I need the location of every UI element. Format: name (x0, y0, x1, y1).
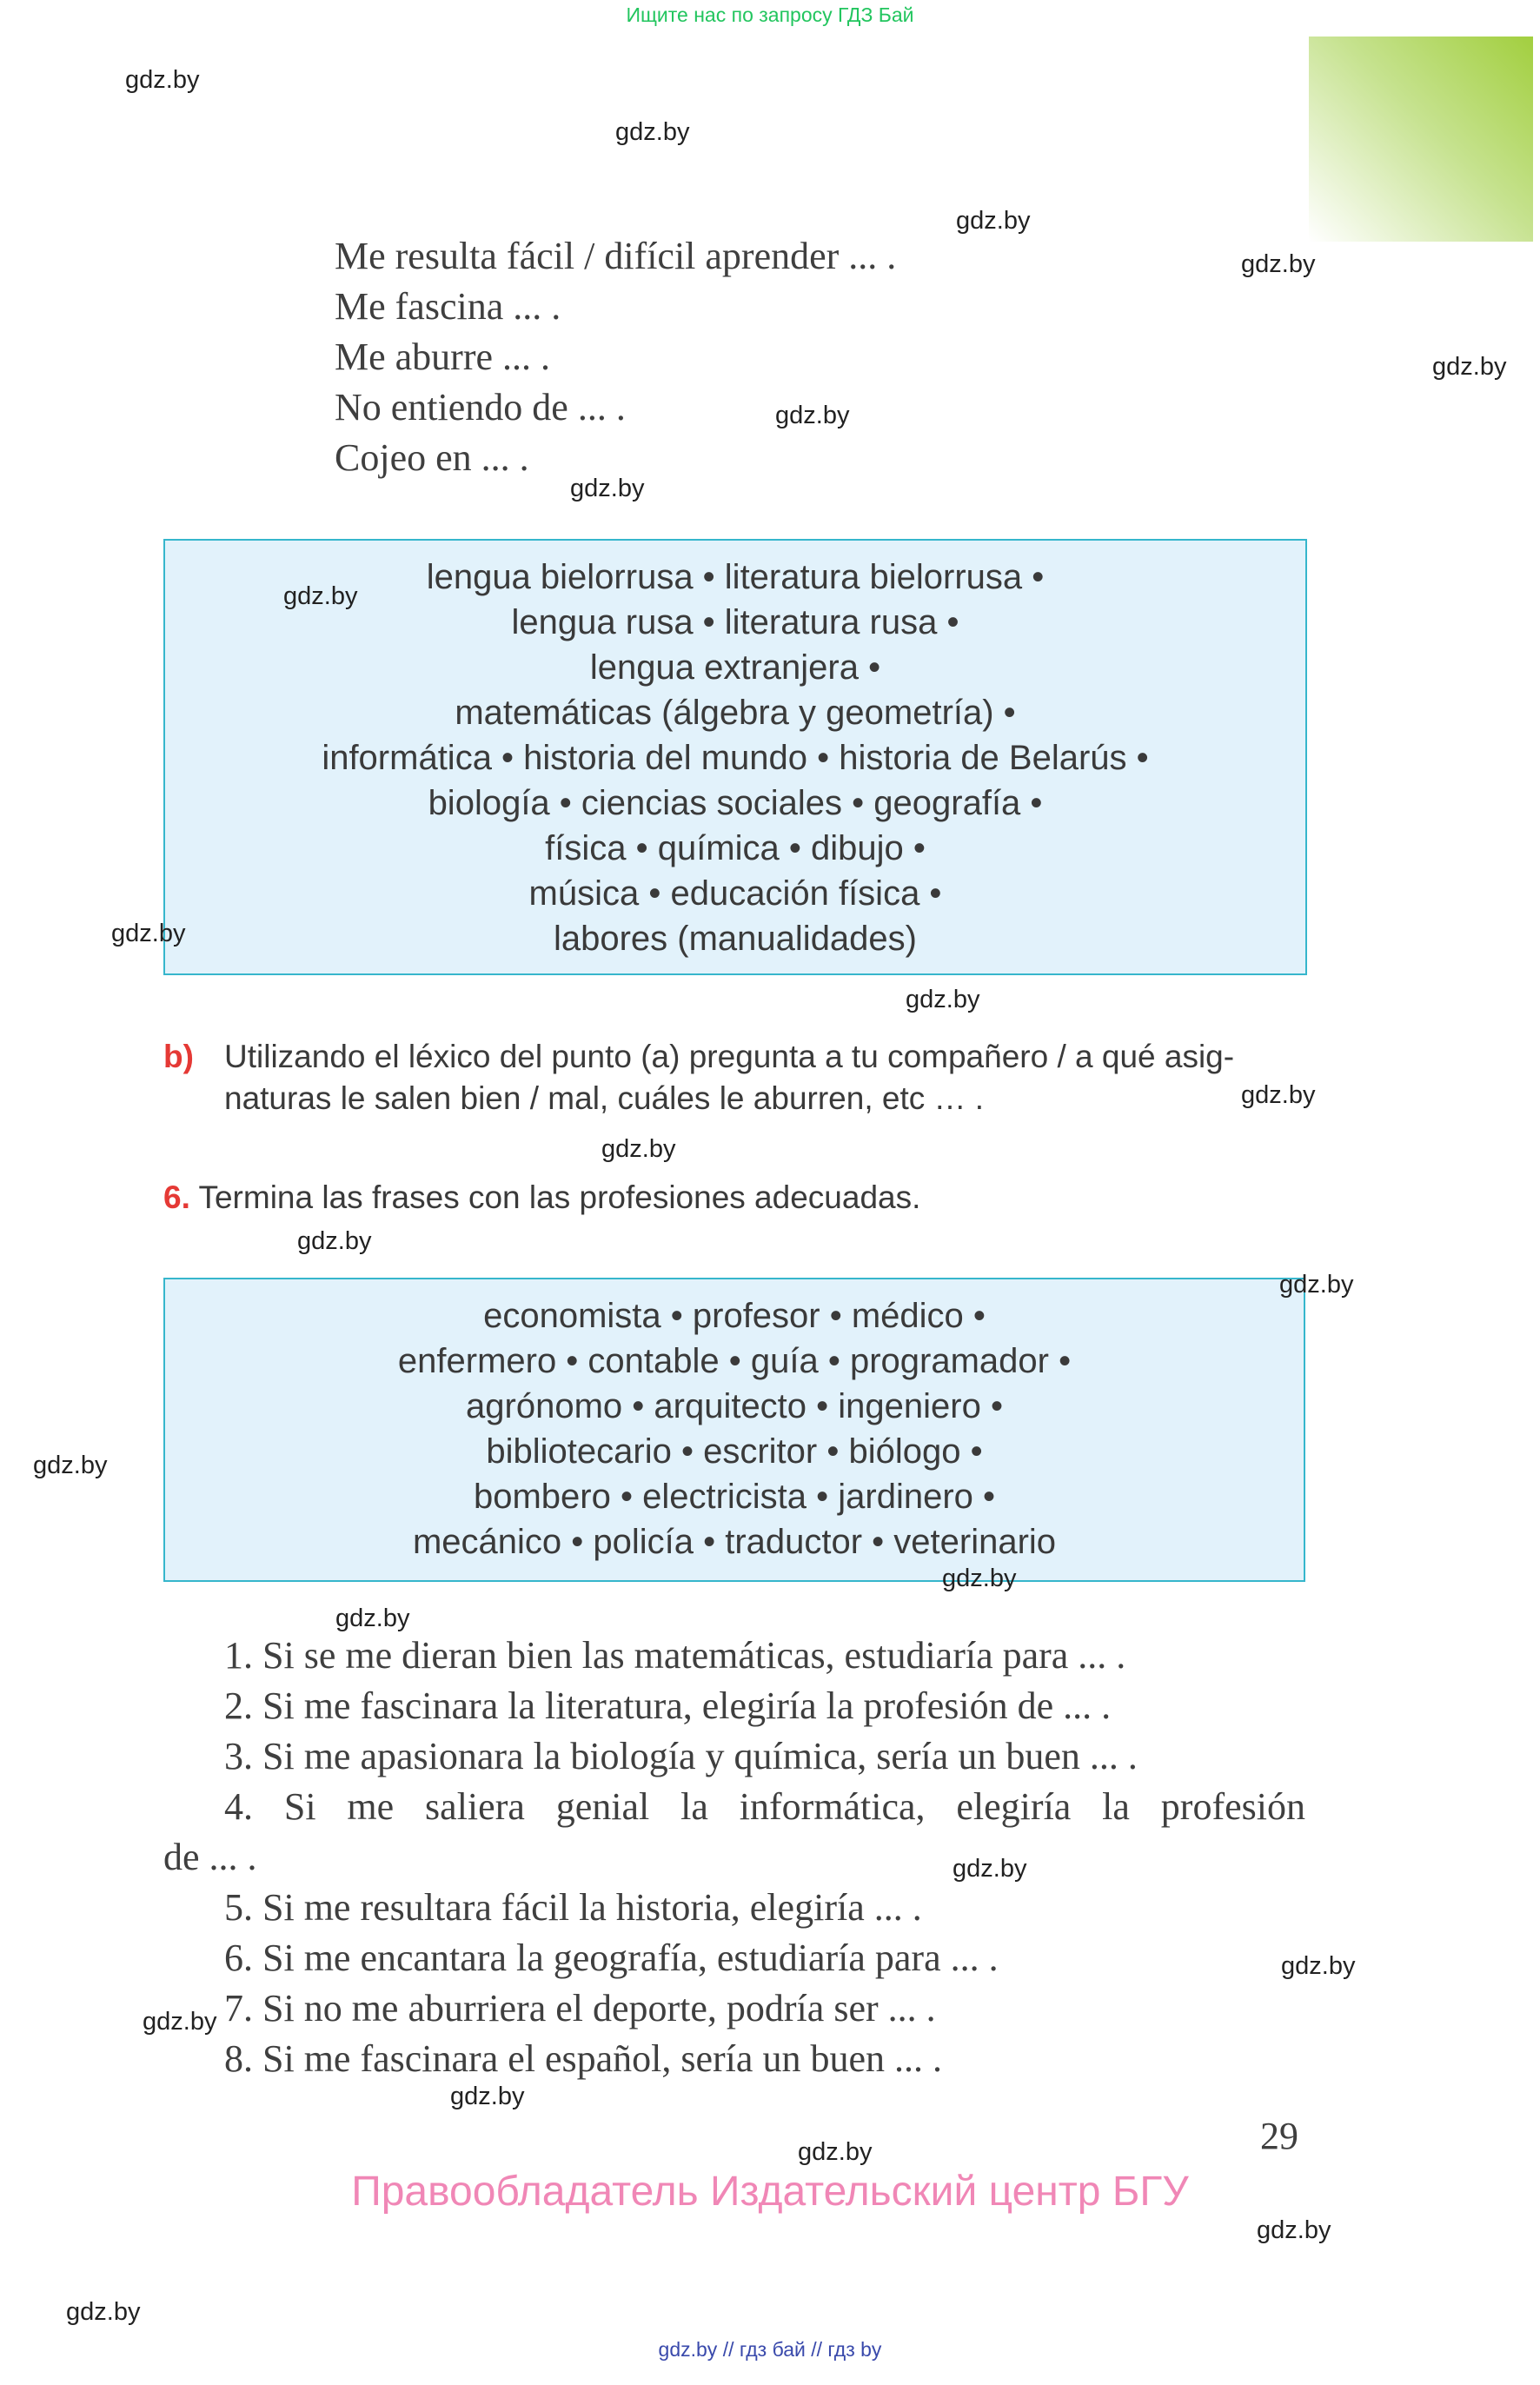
watermark: gdz.by (1257, 2216, 1331, 2244)
watermark: gdz.by (66, 2298, 141, 2326)
watermark: gdz.by (775, 402, 850, 429)
sentence-item: 1. Si se me dieran bien las matemáticas, estudiaría para ... . (224, 1634, 1126, 1677)
watermark: gdz.by (297, 1227, 372, 1255)
intro-phrase: Me aburre ... . (335, 335, 551, 378)
watermark: gdz.by (111, 920, 186, 947)
top-banner: Ищите нас по запросу ГДЗ Бай (626, 3, 914, 26)
footer-links[interactable]: gdz.by // гдз бай // гдз by (658, 2338, 882, 2361)
subjects-line: lengua bielorrusa • literatura bielorrusa • (426, 558, 1045, 596)
watermark: gdz.by (953, 1855, 1027, 1883)
watermark: gdz.by (450, 2083, 525, 2110)
subjects-line: biología • ciencias sociales • geografía • (428, 784, 1043, 822)
watermark: gdz.by (615, 118, 690, 146)
task-b-line: Utilizando el léxico del punto (a) pregunta a tu compañero / a qué asig- (224, 1039, 1235, 1074)
watermark: gdz.by (335, 1604, 410, 1632)
watermark: gdz.by (33, 1452, 108, 1479)
subjects-line: matemáticas (álgebra y geometría) • (455, 694, 1016, 732)
watermark: gdz.by (1241, 250, 1316, 278)
sentence-item: 8. Si me fascinara el español, sería un buen ... . (224, 2037, 942, 2080)
intro-phrase: Me fascina ... . (335, 285, 561, 328)
watermark: gdz.by (942, 1565, 1017, 1592)
task-6-number: 6. (163, 1179, 190, 1215)
task-6-text: Termina las frases con las profesiones adecuadas. (198, 1179, 921, 1215)
watermark: gdz.by (570, 475, 645, 502)
sentence-item-continuation: de ... . (163, 1836, 257, 1878)
watermark: gdz.by (798, 2138, 873, 2166)
professions-word-box (163, 1278, 1305, 1582)
sentence-item: 4. Si me saliera genial la informática, elegiría la profesión (224, 1785, 1305, 1828)
watermark: gdz.by (143, 2008, 217, 2036)
professions-line: agrónomo • arquitecto • ingeniero • (466, 1387, 1003, 1425)
sentence-item: 7. Si no me aburriera el deporte, podría ser ... . (224, 1987, 936, 2030)
corner-gradient-decoration (1309, 37, 1533, 242)
task-b-marker: b) (163, 1039, 194, 1074)
watermark: gdz.by (1279, 1271, 1354, 1299)
sentence-item: 6. Si me encantara la geografía, estudiaría para ... . (224, 1937, 999, 1979)
task-6-heading (163, 1177, 920, 1219)
watermark: gdz.by (1241, 1081, 1316, 1109)
page-number: 29 (1260, 2115, 1298, 2157)
subjects-line: música • educación física • (528, 874, 942, 913)
watermark: gdz.by (1432, 353, 1507, 381)
intro-phrase: Me resulta fácil / difícil aprender ... . (335, 235, 897, 277)
intro-phrase: Cojeo en ... . (335, 436, 529, 479)
sentence-item: 5. Si me resultara fácil la historia, elegiría ... . (224, 1886, 922, 1929)
subjects-line: lengua extranjera • (589, 648, 881, 687)
professions-line: enfermero • contable • guía • programador • (397, 1342, 1072, 1380)
watermark: gdz.by (125, 66, 200, 94)
subjects-line: labores (manualidades) (553, 920, 917, 958)
intro-phrase: No entiendo de ... . (335, 386, 626, 429)
professions-line: bombero • electricista • jardinero • (473, 1478, 996, 1516)
professions-line: mecánico • policía • traductor • veterinario (412, 1523, 1057, 1561)
watermark: gdz.by (906, 986, 980, 1013)
watermark: gdz.by (956, 207, 1031, 235)
watermark: gdz.by (283, 582, 358, 610)
subjects-line: informática • historia del mundo • historia de Belarús • (322, 739, 1149, 777)
sentence-item: 2. Si me fascinara la literatura, elegiría la profesión de ... . (224, 1684, 1112, 1727)
watermark: gdz.by (601, 1135, 676, 1163)
task-b-line: naturas le salen bien / mal, cuáles le aburren, etc … . (224, 1080, 985, 1116)
professions-line: bibliotecario • escritor • biólogo • (486, 1432, 983, 1471)
subjects-line: física • química • dibujo • (545, 829, 926, 867)
sentence-item: 3. Si me apasionara la biología y química, sería un buen ... . (224, 1735, 1138, 1777)
watermark: gdz.by (1281, 1952, 1356, 1980)
copyright-notice: Правообладатель Издательский центр БГУ (351, 2169, 1189, 2215)
professions-line: economista • profesor • médico • (483, 1297, 986, 1335)
subjects-line: lengua rusa • literatura rusa • (511, 603, 959, 641)
